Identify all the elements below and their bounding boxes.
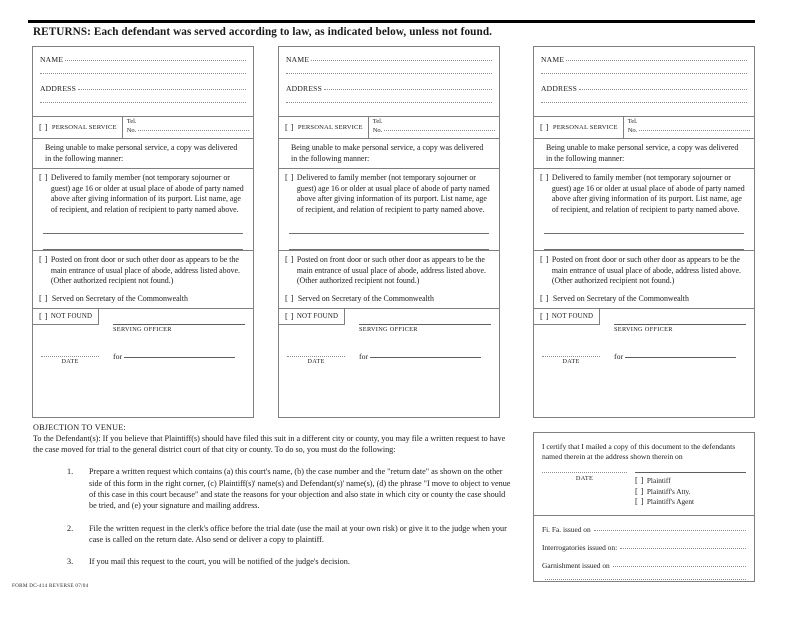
secretary-option[interactable] bbox=[279, 290, 499, 310]
serving-officer-label: SERVING OFFICER bbox=[113, 326, 172, 334]
secretary-text: Served on Secretary of the Commonwealth bbox=[552, 293, 689, 303]
return-block-defendant-3 bbox=[533, 46, 755, 418]
name-input-line-2[interactable] bbox=[40, 72, 246, 74]
date-label: DATE bbox=[307, 358, 325, 366]
certification-signature-line[interactable] bbox=[635, 471, 746, 473]
tel-label: Tel. bbox=[126, 118, 137, 125]
tel-no-label: No. bbox=[372, 126, 383, 134]
certification-signature-row bbox=[534, 462, 754, 507]
fifa-issued-row[interactable] bbox=[542, 525, 746, 534]
name-field-line2[interactable] bbox=[541, 73, 747, 75]
interrogatories-issued-line[interactable] bbox=[620, 547, 746, 549]
certification-divider bbox=[534, 515, 754, 516]
checkbox-icon[interactable]: [ ] bbox=[39, 312, 48, 322]
date-field[interactable] bbox=[542, 355, 600, 365]
for-input-line[interactable] bbox=[370, 356, 481, 358]
certificate-of-mailing-box bbox=[533, 432, 755, 582]
address-input-line[interactable] bbox=[324, 88, 492, 90]
posted-text: Posted on front door or such other door as appears to be the main entrance of usual place of abode, address listed above. (Other authorized recipient not found.) bbox=[296, 255, 486, 286]
address-field[interactable] bbox=[286, 84, 492, 93]
recipient-writein-area[interactable] bbox=[534, 218, 754, 250]
tel-input-line[interactable] bbox=[138, 129, 249, 131]
interrogatories-issued-row[interactable] bbox=[542, 543, 746, 552]
objection-steps-list bbox=[33, 466, 511, 567]
not-found-option[interactable] bbox=[279, 309, 345, 325]
writein-line-2[interactable] bbox=[544, 234, 744, 250]
posted-option[interactable] bbox=[534, 250, 754, 290]
form-footer: FORM DC-414 REVERSE 07/04 bbox=[12, 583, 89, 589]
tel-input-line[interactable] bbox=[384, 129, 495, 131]
checkbox-icon[interactable]: [ ] bbox=[540, 255, 549, 265]
date-input-line[interactable] bbox=[542, 355, 600, 357]
return-block-defendant-2 bbox=[278, 46, 500, 418]
for-input-line[interactable] bbox=[625, 356, 736, 358]
date-field[interactable] bbox=[287, 355, 345, 365]
posted-option[interactable] bbox=[279, 250, 499, 290]
address-label: ADDRESS bbox=[541, 84, 578, 93]
writein-line-2[interactable] bbox=[289, 234, 489, 250]
address-input-line[interactable] bbox=[78, 88, 246, 90]
family-member-text: Delivered to family member (not temporary sojourner or guest) age 16 or older at usual place of abode of party named above after giving information of its purport. List name, age of recipient, and relation of recipient to party named above. bbox=[296, 173, 490, 214]
certification-date-label: DATE bbox=[575, 475, 594, 483]
list-item bbox=[33, 556, 511, 567]
personal-service-option[interactable] bbox=[534, 117, 624, 138]
tel-label: Tel. bbox=[627, 118, 638, 125]
signer-option-label: Plaintiff's Agent bbox=[646, 497, 695, 507]
serving-officer-label: SERVING OFFICER bbox=[359, 326, 418, 334]
recipient-writein-area[interactable] bbox=[279, 218, 499, 250]
family-member-text: Delivered to family member (not temporary sojourner or guest) age 16 or older at usual place of abode of party named above after giving information of its purport. List name, age of recipient, and relation of recipient to party named above. bbox=[50, 173, 244, 214]
list-item-number: 3. bbox=[67, 557, 74, 567]
family-member-option[interactable] bbox=[33, 169, 253, 218]
not-found-area bbox=[534, 309, 754, 371]
for-label: for bbox=[614, 352, 624, 362]
address-input-line-2[interactable] bbox=[541, 101, 747, 103]
certification-text: I certify that I mailed a copy of this document to the defendants named therein at the address shown therein on bbox=[542, 442, 736, 462]
return-block-defendant-1 bbox=[32, 46, 254, 418]
family-member-option[interactable] bbox=[534, 169, 754, 218]
name-field[interactable] bbox=[541, 55, 747, 64]
address-field[interactable] bbox=[40, 84, 246, 93]
name-field[interactable] bbox=[40, 55, 246, 64]
identity-block bbox=[534, 47, 754, 116]
date-label: DATE bbox=[562, 358, 580, 366]
serving-officer-field[interactable] bbox=[614, 323, 746, 333]
secretary-option[interactable] bbox=[33, 290, 253, 310]
unable-statement: Being unable to make personal service, a copy was delivered in the following manner: bbox=[33, 139, 253, 169]
list-item-text: Prepare a written request which contains (a) this court's name, (b) the case number and the "return date" as shown on the other side of this form in the right corner, (c) Plaintiff(s)' name(s) and Defendant(s)' name(s), (d) the phrase "I move to object to venue of this case in this court because" and state the reasons for your objection and also state in which city or county the case should be tried, and (e) your signature and mailing address. bbox=[89, 467, 511, 511]
not-found-label: NOT FOUND bbox=[551, 313, 594, 321]
signer-option-plaintiffs-agent[interactable] bbox=[635, 497, 746, 507]
date-input-line[interactable] bbox=[287, 355, 345, 357]
list-item-number: 1. bbox=[67, 467, 74, 477]
posted-text: Posted on front door or such other door as appears to be the main entrance of usual place of abode, address listed above. (Other authorized recipient not found.) bbox=[551, 255, 741, 286]
issued-section bbox=[542, 525, 746, 590]
personal-service-strip bbox=[33, 116, 253, 139]
interrogatories-issued-label: Interrogatories issued on: bbox=[542, 543, 618, 552]
name-input-line[interactable] bbox=[65, 59, 246, 61]
date-and-for-row bbox=[287, 352, 491, 365]
list-item-number: 2. bbox=[67, 523, 74, 533]
unable-statement: Being unable to make personal service, a copy was delivered in the following manner: bbox=[279, 139, 499, 169]
not-found-label: NOT FOUND bbox=[50, 313, 93, 321]
fifa-issued-label: Fi. Fa. issued on bbox=[542, 525, 591, 534]
personal-service-strip bbox=[279, 116, 499, 139]
writein-line-1[interactable] bbox=[544, 218, 744, 234]
address-field[interactable] bbox=[541, 84, 747, 93]
name-input-line[interactable] bbox=[311, 59, 492, 61]
garnishment-issued-line[interactable] bbox=[613, 565, 746, 567]
telephone-field[interactable] bbox=[624, 117, 754, 138]
personal-service-option[interactable] bbox=[33, 117, 123, 138]
list-item-text: File the written request in the clerk's office before the trial date (use the mail at your own risk) or give it to the judge when your case is called on the return date. Also send or deliver a copy to plaintiff. bbox=[89, 523, 507, 544]
date-and-for-row bbox=[542, 352, 746, 365]
identity-block bbox=[33, 47, 253, 116]
address-input-line-2[interactable] bbox=[286, 101, 492, 103]
name-label: NAME bbox=[541, 55, 565, 64]
date-field[interactable] bbox=[41, 355, 99, 365]
checkbox-icon[interactable]: [ ] bbox=[635, 497, 644, 507]
personal-service-strip bbox=[534, 116, 754, 139]
signer-option-label: Plaintiff bbox=[646, 476, 671, 486]
extra-issued-line[interactable] bbox=[545, 578, 746, 580]
checkbox-icon[interactable]: [ ] bbox=[540, 293, 549, 303]
date-and-for-row bbox=[41, 352, 245, 365]
checkbox-icon[interactable]: [ ] bbox=[635, 486, 644, 496]
identity-block bbox=[279, 47, 499, 116]
extra-issued-row[interactable] bbox=[542, 579, 746, 581]
serving-officer-label: SERVING OFFICER bbox=[614, 326, 673, 334]
writein-line-1[interactable] bbox=[43, 218, 243, 234]
checkbox-icon[interactable]: [ ] bbox=[39, 255, 48, 265]
posted-option[interactable] bbox=[33, 250, 253, 290]
checkbox-icon[interactable]: [ ] bbox=[39, 123, 48, 132]
tel-no-label: No. bbox=[627, 126, 638, 134]
tel-label: Tel. bbox=[372, 118, 383, 125]
certification-signer-field[interactable] bbox=[627, 471, 746, 507]
personal-service-label: PERSONAL SERVICE bbox=[51, 124, 117, 131]
name-field-line2[interactable] bbox=[40, 73, 246, 75]
objection-to-venue-section bbox=[33, 423, 511, 578]
certification-date-field[interactable] bbox=[542, 471, 627, 507]
name-field[interactable] bbox=[286, 55, 492, 64]
secretary-text: Served on Secretary of the Commonwealth bbox=[51, 293, 188, 303]
objection-body: To the Defendant(s): If you believe that Plaintiff(s) should have filed this suit in a different city or county, you may file a written request to have the case moved for trial to the general district court of that city or county. To do so, you must do the following: bbox=[33, 434, 506, 455]
not-found-label: NOT FOUND bbox=[296, 313, 339, 321]
unable-statement: Being unable to make personal service, a copy was delivered in the following manner: bbox=[534, 139, 754, 169]
name-input-line[interactable] bbox=[566, 59, 747, 61]
address-input-line[interactable] bbox=[579, 88, 747, 90]
for-field[interactable] bbox=[345, 352, 491, 365]
signer-option-plaintiffs-atty[interactable] bbox=[635, 487, 746, 497]
posted-text: Posted on front door or such other door as appears to be the main entrance of usual place of abode, address listed above. (Other authorized recipient not found.) bbox=[50, 255, 240, 286]
name-label: NAME bbox=[40, 55, 64, 64]
writein-line-2[interactable] bbox=[43, 234, 243, 250]
checkbox-icon[interactable]: [ ] bbox=[285, 293, 294, 303]
address-field-line2[interactable] bbox=[286, 102, 492, 104]
for-label: for bbox=[113, 352, 123, 362]
checkbox-icon[interactable]: [ ] bbox=[285, 312, 294, 322]
checkbox-icon[interactable]: [ ] bbox=[540, 312, 549, 322]
checkbox-icon[interactable]: [ ] bbox=[635, 476, 644, 486]
checkbox-icon[interactable]: [ ] bbox=[540, 123, 549, 132]
for-field[interactable] bbox=[600, 352, 746, 365]
not-found-area bbox=[33, 309, 253, 371]
address-field-line2[interactable] bbox=[541, 102, 747, 104]
list-item bbox=[33, 523, 511, 546]
for-field[interactable] bbox=[99, 352, 245, 365]
fifa-issued-line[interactable] bbox=[594, 529, 746, 531]
personal-service-label: PERSONAL SERVICE bbox=[297, 124, 363, 131]
writein-line-1[interactable] bbox=[289, 218, 489, 234]
for-label: for bbox=[359, 352, 369, 362]
personal-service-option[interactable] bbox=[279, 117, 369, 138]
address-input-line-2[interactable] bbox=[40, 101, 246, 103]
secretary-option[interactable] bbox=[534, 290, 754, 310]
recipient-writein-area[interactable] bbox=[33, 218, 253, 250]
family-member-text: Delivered to family member (not temporary sojourner or guest) age 16 or older at usual place of abode of party named above after giving information of its purport. List name, age of recipient, and relation of recipient to party named above. bbox=[551, 173, 745, 214]
signer-option-plaintiff[interactable] bbox=[635, 476, 746, 486]
telephone-field[interactable] bbox=[123, 117, 253, 138]
tel-no-label: No. bbox=[126, 126, 137, 134]
checkbox-icon[interactable]: [ ] bbox=[285, 123, 294, 132]
garnishment-issued-label: Garnishment issued on bbox=[542, 561, 610, 570]
garnishment-issued-row[interactable] bbox=[542, 561, 746, 570]
checkbox-icon[interactable]: [ ] bbox=[285, 255, 294, 265]
address-label: ADDRESS bbox=[286, 84, 323, 93]
not-found-option[interactable] bbox=[33, 309, 99, 325]
family-member-option[interactable] bbox=[279, 169, 499, 218]
objection-title: OBJECTION TO VENUE: bbox=[33, 423, 126, 432]
name-input-line-2[interactable] bbox=[286, 72, 492, 74]
name-label: NAME bbox=[286, 55, 310, 64]
serving-officer-field[interactable] bbox=[113, 323, 245, 333]
header-rule bbox=[28, 20, 755, 23]
address-field-line2[interactable] bbox=[40, 102, 246, 104]
date-input-line[interactable] bbox=[41, 355, 99, 357]
name-field-line2[interactable] bbox=[286, 73, 492, 75]
not-found-area bbox=[279, 309, 499, 371]
list-item bbox=[33, 466, 511, 511]
serving-officer-field[interactable] bbox=[359, 323, 491, 333]
checkbox-icon[interactable]: [ ] bbox=[39, 293, 48, 303]
signer-option-label: Plaintiff's Atty. bbox=[646, 486, 691, 496]
returns-heading: RETURNS: Each defendant was served according to law, as indicated below, unless not found. bbox=[33, 26, 493, 38]
not-found-option[interactable] bbox=[534, 309, 600, 325]
checkbox-icon[interactable]: [ ] bbox=[39, 173, 48, 183]
checkbox-icon[interactable]: [ ] bbox=[540, 173, 549, 183]
address-label: ADDRESS bbox=[40, 84, 77, 93]
list-item-text: If you mail this request to the court, you will be notified of the judge's decision. bbox=[89, 557, 350, 567]
name-input-line-2[interactable] bbox=[541, 72, 747, 74]
secretary-text: Served on Secretary of the Commonwealth bbox=[297, 293, 434, 303]
date-label: DATE bbox=[61, 358, 79, 366]
checkbox-icon[interactable]: [ ] bbox=[285, 173, 294, 183]
for-input-line[interactable] bbox=[124, 356, 235, 358]
tel-input-line[interactable] bbox=[639, 129, 750, 131]
personal-service-label: PERSONAL SERVICE bbox=[552, 124, 618, 131]
telephone-field[interactable] bbox=[369, 117, 499, 138]
